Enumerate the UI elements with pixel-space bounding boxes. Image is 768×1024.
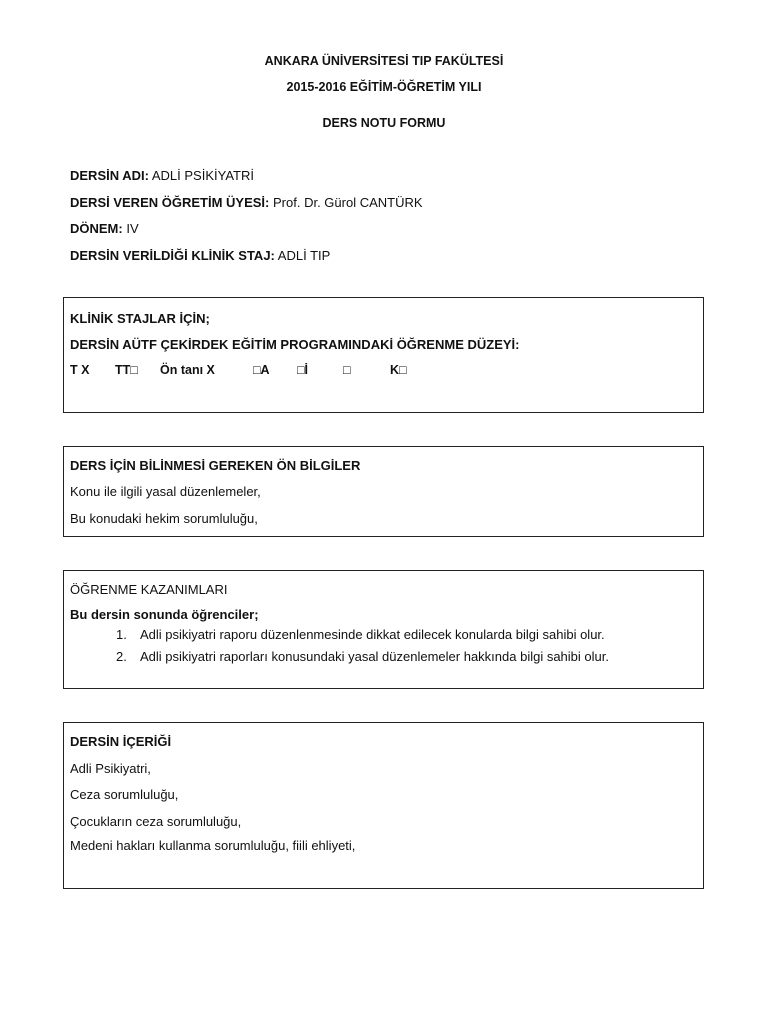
form-title: DERS NOTU FORMU — [322, 116, 446, 130]
content-item: Çocukların ceza sorumluluğu, — [70, 814, 242, 829]
outcomes-intro: Bu dersin sonunda öğrenciler; — [70, 607, 259, 622]
course-name-row — [70, 168, 254, 183]
level-blank: □ — [343, 363, 351, 377]
clinical-title: KLİNİK STAJLAR İÇİN; — [70, 311, 210, 326]
level-k: K□ — [390, 363, 407, 377]
prereq-item: Bu konudaki hekim sorumluluğu, — [70, 511, 258, 526]
course-name-value: ADLİ PSİKİYATRİ — [151, 168, 254, 183]
list-item-text: Adli psikiyatri raporu düzenlenmesinde dikkat edilecek konularda bilgi sahibi olur. — [140, 627, 605, 642]
content-item: Ceza sorumluluğu, — [70, 787, 179, 802]
instructor-value: Prof. Dr. Gürol CANTÜRK — [273, 195, 423, 210]
content-item: Medeni hakları kullanma sorumluluğu, fiili ehliyeti, — [70, 838, 356, 853]
clinic-value: ADLİ TIP — [277, 248, 331, 263]
level-tt: TT□ — [115, 363, 138, 377]
prerequisites-box — [63, 446, 704, 537]
clinical-box — [63, 297, 704, 413]
content-box — [63, 722, 704, 889]
level-a: □A — [253, 363, 270, 377]
instructor-label: DERSİ VEREN ÖĞRETİM ÜYESİ: — [70, 195, 270, 210]
outcomes-box — [63, 570, 704, 689]
prereq-item: Konu ile ilgili yasal düzenlemeler, — [70, 484, 261, 499]
level-i: □İ — [297, 363, 309, 377]
level-t: T X — [70, 363, 90, 377]
level-on-tani: Ön tanı X — [160, 363, 215, 377]
list-item-text: Adli psikiyatri raporları konusundaki yasal düzenlemeler hakkında bilgi sahibi olur. — [140, 649, 609, 664]
term-value: IV — [126, 221, 139, 236]
course-name-label: DERSİN ADI: — [70, 168, 149, 183]
term-label: DÖNEM: — [70, 221, 123, 236]
clinic-label: DERSİN VERİLDİĞİ KLİNİK STAJ: — [70, 248, 275, 263]
list-item-number: 2. — [116, 649, 127, 664]
list-item-number: 1. — [116, 627, 127, 642]
term-row — [70, 221, 139, 236]
clinic-row — [70, 248, 330, 263]
university-title: ANKARA ÜNİVERSİTESİ TIP FAKÜLTESİ — [264, 54, 504, 68]
prereq-title: DERS İÇİN BİLİNMESİ GEREKEN ÖN BİLGİLER — [70, 458, 361, 473]
clinical-subtitle: DERSİN AÜTF ÇEKİRDEK EĞİTİM PROGRAMINDAKİ ÖĞRENME DÜZEYİ: — [70, 337, 520, 352]
instructor-row — [70, 195, 423, 210]
outcomes-title: ÖĞRENME KAZANIMLARI — [70, 582, 228, 597]
content-item: Adli Psikiyatri, — [70, 761, 151, 776]
academic-year: 2015-2016 EĞİTİM-ÖĞRETİM YILI — [286, 80, 482, 94]
content-title: DERSİN İÇERİĞİ — [70, 734, 172, 749]
